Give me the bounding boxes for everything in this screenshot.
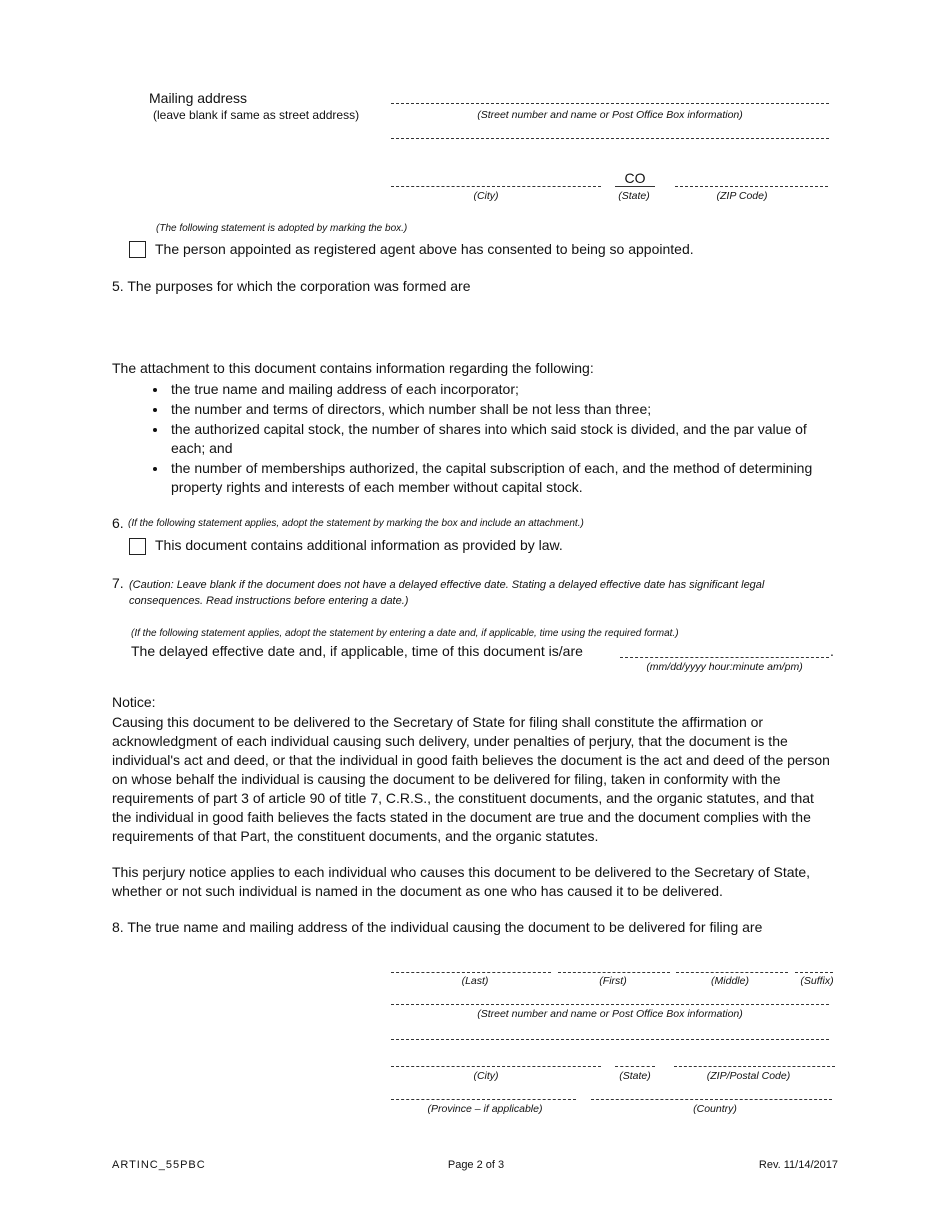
mailing-address-label: Mailing address (149, 90, 248, 106)
filer-zip-caption: (ZIP/Postal Code) (706, 1070, 791, 1082)
filer-state-caption: (State) (619, 1070, 651, 1082)
footer-page-number: Page 2 of 3 (447, 1159, 505, 1171)
filer-country-caption: (Country) (693, 1103, 737, 1115)
suffix-line[interactable] (795, 972, 833, 973)
attachment-bullet: • the number and terms of directors, which number shall be not less than three; (168, 400, 828, 419)
filer-street-line-2[interactable] (391, 1039, 829, 1040)
delayed-date-format-caption: (mm/dd/yyyy hour:minute am/pm) (646, 661, 803, 673)
footer-form-id: ARTINC_55PBC (112, 1159, 206, 1171)
filer-city-line[interactable] (391, 1066, 601, 1067)
suffix-caption: (Suffix) (800, 975, 834, 987)
attachment-bullet: • the number of memberships authorized, the capital subscription of each, and the method of determining property rights and interests of each member without capital stock. (168, 459, 828, 497)
filer-province-caption: (Province – if applicable) (427, 1103, 543, 1115)
mailing-street-line-1[interactable] (391, 103, 829, 104)
mailing-zip-caption: (ZIP Code) (716, 190, 768, 202)
consent-text: The person appointed as registered agent above has consented to being so appointed. (155, 241, 694, 257)
consent-checkbox[interactable] (129, 241, 146, 258)
mailing-state-value: CO (615, 171, 655, 187)
mailing-zip-line[interactable] (675, 186, 828, 187)
filer-street-line-1[interactable] (391, 1004, 829, 1005)
notice-paragraph-1: Causing this document to be delivered to the Secretary of State for filing shall constitute the affirmation or acknowledgment of each individual causing such delivery, under penalties of perjury, that the document is the individual's act and deed, or that the individual in good faith believes the document is the act and deed of the person on whose behalf the individual is causing the document to be delivered for filing, taken in conformity with the requirements of part 3 of article 90 of title 7, C.R.S., the constituent documents, and the organic statutes, and that the individual in good faith believes the facts stated in the document are true and the document complies with the requirements of that Part, the constituent documents, and the organic statutes. (112, 714, 830, 844)
attachment-bullet: • the true name and mailing address of each incorporator; (168, 380, 828, 399)
attachment-bullet: • the authorized capital stock, the number of shares into which said stock is divided, and the par value of each; and (168, 420, 828, 458)
footer-revision: Rev. 11/14/2017 (758, 1159, 838, 1171)
mailing-address-sublabel: (leave blank if same as street address) (153, 108, 360, 122)
first-caption: (First) (599, 975, 627, 987)
filer-city-caption: (City) (473, 1070, 499, 1082)
filer-zip-line[interactable] (674, 1066, 835, 1067)
item7-caution: (Caution: Leave blank if the document does not have a delayed effective date. Stating a delayed effective date has significant legal consequences. Read instructions before entering a date.) (129, 579, 765, 607)
filer-street-caption: (Street number and name or Post Office Box information) (477, 1008, 743, 1020)
mailing-city-caption: (City) (473, 190, 499, 202)
delayed-date-line[interactable] (620, 657, 829, 658)
item6-note: (If the following statement applies, adopt the statement by marking the box and include an attachment.) (128, 518, 584, 529)
last-name-line[interactable] (391, 972, 551, 973)
attachment-intro: The attachment to this document contains information regarding the following: (112, 360, 594, 376)
consent-note: (The following statement is adopted by marking the box.) (156, 223, 408, 234)
item5-text: 5. The purposes for which the corporation was formed are (112, 278, 471, 294)
filer-state-line[interactable] (615, 1066, 655, 1067)
mailing-state-caption: (State) (618, 190, 650, 202)
item7-number: 7. (112, 575, 124, 591)
item6-number: 6. (112, 515, 124, 531)
notice-heading: Notice: (112, 694, 156, 710)
item7-text: The delayed effective date and, if applicable, time of this document is/are (131, 643, 583, 659)
notice-paragraph-2: This perjury notice applies to each individual who causes this document to be delivered to the Secretary of State, whether or not such individual is named in the document as one who has caused it to be delivered. (112, 864, 811, 899)
middle-caption: (Middle) (711, 975, 749, 987)
item6-text: This document contains additional information as provided by law. (155, 537, 563, 553)
filer-province-line[interactable] (391, 1099, 576, 1100)
mailing-street-line-2[interactable] (391, 138, 829, 139)
first-name-line[interactable] (558, 972, 670, 973)
attachment-bullet-list (112, 380, 828, 498)
item7-note: (If the following statement applies, adopt the statement by entering a date and, if applicable, time using the required format.) (131, 628, 679, 639)
middle-name-line[interactable] (676, 972, 788, 973)
filer-country-line[interactable] (591, 1099, 832, 1100)
mailing-street-caption: (Street number and name or Post Office Box information) (477, 109, 743, 121)
item7-period: . (830, 643, 834, 659)
additional-info-checkbox[interactable] (129, 538, 146, 555)
mailing-city-line[interactable] (391, 186, 601, 187)
item8-text: 8. The true name and mailing address of the individual causing the document to be delivered for filing are (112, 919, 763, 935)
last-caption: (Last) (461, 975, 489, 987)
